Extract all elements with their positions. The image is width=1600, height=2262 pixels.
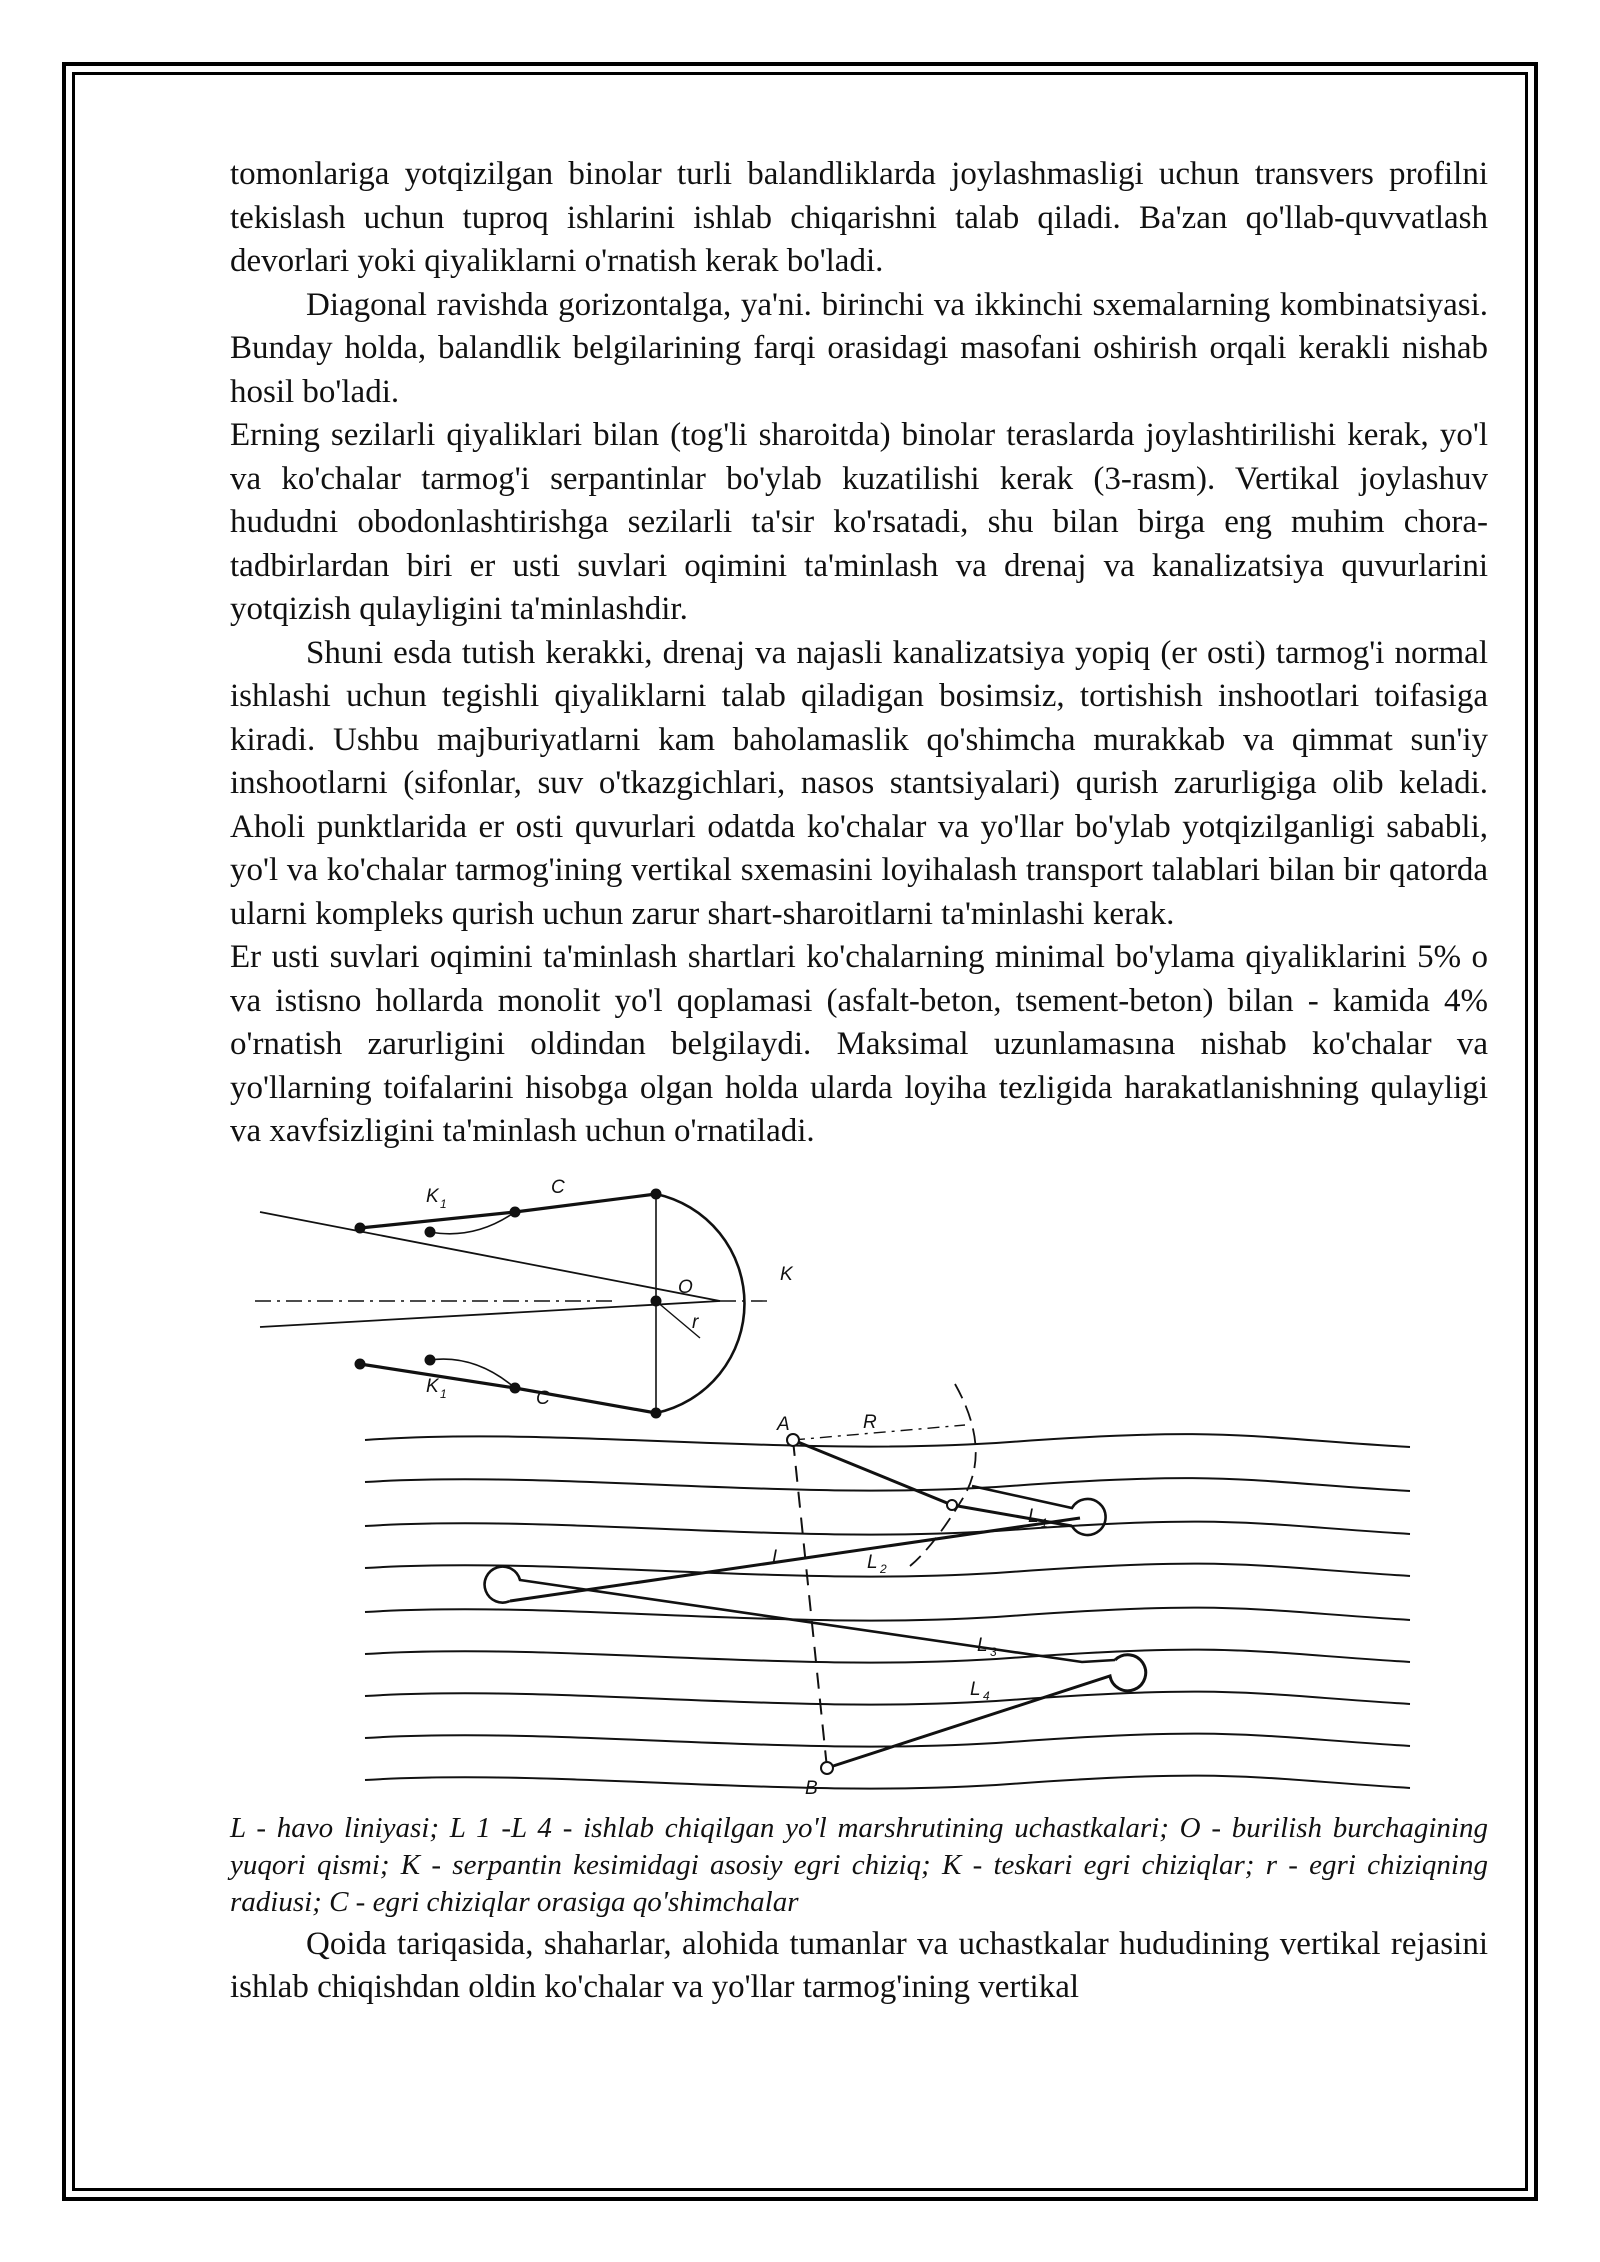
label-a: A — [777, 1413, 790, 1435]
label-big-r: R — [863, 1411, 877, 1433]
label-b: B — [805, 1777, 818, 1799]
label-l1: L — [1028, 1505, 1039, 1527]
closing-paragraph: Qoida tariqasida, shaharlar, alohida tumanlar va uchastkalar hududining vertikal rejasini ishlab chiqishdan oldin ko'chalar va yo'llar tarmog'ining vertikal — [230, 1925, 1488, 2005]
label-k1-bottom-sub: 1 — [440, 1386, 447, 1401]
serpentine-turn-diagram — [255, 1177, 794, 1418]
figure-caption: L - havo liniyasi; L 1 -L 4 - ishlab chiqilgan yo'l marshrutining uchastkalari; O - burilish burchagining yuqori qismi; K - serpantin kesimidagi asosiy egri chiziq; K - teskari egri chiziqlar; r - egri chiziqning radiusi; C - egri chiziqlar orasiga qo'shimchalar — [230, 1811, 1488, 1918]
paragraph-5: Er usti suvlari oqimini ta'minlash shartlari ko'chalarning minimal bo'ylama qiyaliklarini 5% o va istisno hollarda monolit yo'l qoplamasi (asfalt-beton, tsement-beton) bilan - kamida 4% o'rnatish zarurligini oldindan belgilaydi. Maksimal uzunlamasına nishab ko'chalar va yo'llarning toifalarini hisobga olgan holda ularda loyiha tezligida harakatlanishning qulayligi va xavfsizligini ta'minlash uchun o'rnatiladi. — [230, 939, 1488, 1149]
paragraph-3: Erning sezilarli qiyaliklari bilan (tog'li sharoitda) binolar teraslarda joylashtirilishi kerak, yo'l va ko'chalar tarmog'i serpantinlar bo'ylab kuzatilishi kerak (3-rasm). Vertikal joylashuv hududni obodonlashtirishga sezilarli ta'sir ko'rsatadi, shu bilan birga eng muhim chora-tadbirlardan biri er usti suvlari oqimini ta'minlash va drenaj va kanalizatsiya quvurlarini yotqizish qulayligini ta'minlashdir. — [230, 417, 1488, 627]
label-l3: L — [977, 1634, 988, 1656]
label-k: K — [780, 1263, 793, 1285]
paragraph-4: Shuni esda tutish kerakki, drenaj va najasli kanalizatsiya yopiq (er osti) tarmog'i normal ishlashi uchun tegishli qiyaliklarni talab qiladigan bosimsiz, tortishish inshootlari toifasiga kiradi. Ushbu majburiyatlarni kam baholamaslik qo'shimcha murakkab va qimmat sun'iy inshootlarni (sifonlar, suv o'tkazgichlari, nasos stantsiyalari) qurish zarurligiga olib keladi. Aholi punktlarida er osti quvurlari odatda ko'chalar va yo'llar bo'ylab yotqizilganligi sababli, yo'l va ko'chalar tarmog'ining vertikal sxemasini loyihalash transport talablari bilan bir qatorda ularni kompleks qurish uchun zarur shart-sharoitlarni ta'minlashi kerak. — [230, 634, 1488, 932]
label-l3-sub: 3 — [990, 1644, 997, 1659]
label-r: r — [692, 1311, 699, 1333]
label-l2: L — [867, 1551, 878, 1573]
label-l4: L — [970, 1678, 981, 1700]
label-k1-top-sub: 1 — [440, 1196, 447, 1211]
serpentine-figure — [230, 1168, 1488, 1806]
contour-lines — [365, 1434, 1410, 1788]
label-k1-top: K — [426, 1185, 439, 1207]
label-c-bottom: C — [536, 1387, 550, 1409]
label-l: L — [772, 1546, 783, 1568]
paragraph-1: tomonlariga yotqizilgan binolar turli balandliklarda joylashmasligi uchun transvers profilni tekislash uchun tuproq ishlarini ishlab chiqarishni talab qiladi. Ba'zan qo'llab-quvvatlash devorlari yoki qiyaliklarni o'rnatish kerak bo'ladi. — [230, 156, 1488, 279]
paragraph-2: Diagonal ravishda gorizontalga, ya'ni. birinchi va ikkinchi sxemalarning kombinatsiyasi. Bunday holda, balandlik belgilarining farqi orasidagi masofani oshirish orqali kerakli nishab hosil bo'ladi. — [230, 286, 1488, 410]
label-l4-sub: 4 — [983, 1688, 990, 1703]
label-l1-sub: 1 — [1041, 1515, 1048, 1530]
label-c-top: C — [551, 1176, 565, 1198]
label-o: O — [678, 1276, 693, 1298]
page-content — [230, 153, 1488, 2010]
label-l2-sub: 2 — [880, 1561, 887, 1576]
label-k1-bottom: K — [426, 1375, 439, 1397]
